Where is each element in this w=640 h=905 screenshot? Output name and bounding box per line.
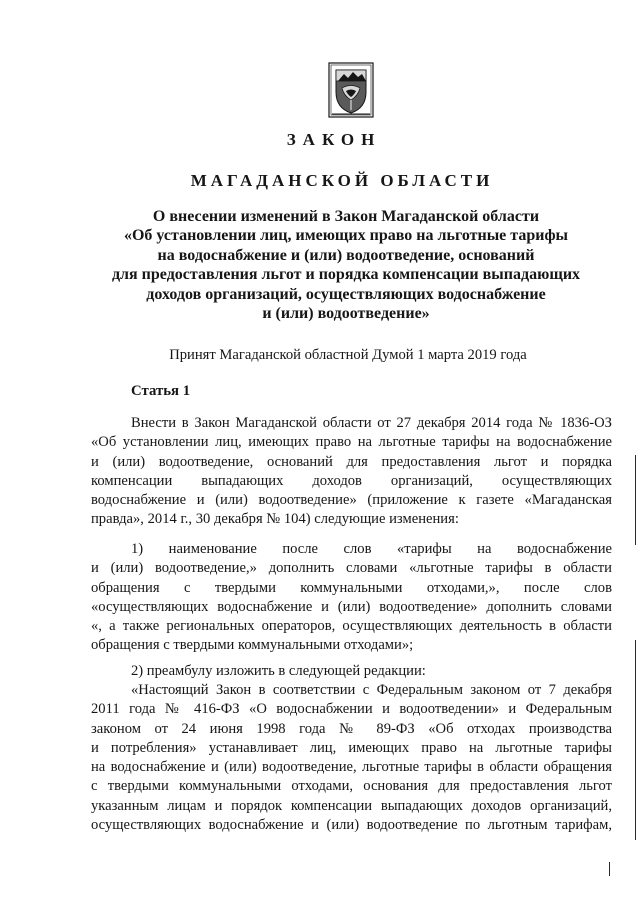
law-title-line: и (или) водоотведение» <box>262 305 430 323</box>
paragraph-line: на водоснабжение и (или) водоотведение, льготные тарифы в области обращения <box>91 759 612 776</box>
law-title-line: доходов организаций, осуществляющих водоснабжение <box>146 285 546 303</box>
law-title-line: на водоснабжение и (или) водоотведение, оснований <box>157 246 535 264</box>
paragraph-line: компенсации выпадающих доходов организаций, осуществляющих <box>91 472 612 489</box>
document-type-heading: ЗАКОН <box>286 130 382 149</box>
region-heading: МАГАДАНСКОЙ ОБЛАСТИ <box>190 171 494 190</box>
law-title-line: «Об установлении лиц, имеющих право на льготные тарифы <box>123 227 569 245</box>
paragraph-line: с твердыми коммунальными отходами, основания для предоставления льгот <box>91 778 612 795</box>
item-2-paragraph <box>91 681 612 835</box>
paragraph-line: «осуществляющих водоснабжение и (или) водоотведение» дополнить словами <box>91 598 612 615</box>
adoption-date-line: Принят Магаданской областной Думой 1 марта 2019 года <box>169 347 527 363</box>
item-2-heading <box>91 662 612 681</box>
paragraph-line: «Настоящий Закон в соответствии с Федеральным законом от 7 декабря <box>131 682 612 698</box>
paragraph-line: 1) наименование после слов «тарифы на водоснабжение <box>131 541 612 557</box>
law-title <box>96 207 596 323</box>
paragraph-line: «Об установлении лиц, имеющих право на льготные тарифы на водоснабжение <box>91 434 612 451</box>
paragraph-line: водоснабжение и (или) водоотведение» (приложение к газете «Магаданская <box>91 492 612 509</box>
item-1-paragraph <box>91 540 612 656</box>
paragraph-line: указанным лицам и порядок компенсации выпадающих доходов организаций, <box>91 797 612 814</box>
law-title-line: О внесении изменений в Закон Магаданской области <box>152 208 540 225</box>
paragraph-line: осуществляющих водоснабжение и (или) водоотведение по льготным тарифам, <box>91 817 612 834</box>
paragraph-line: и (или) водоотведение,» дополнить словами «льготные тарифы в области <box>91 560 612 577</box>
paragraph-line: 2) преамбулу изложить в следующей редакции: <box>131 663 426 679</box>
paragraph-line: правда», 2014 г., 30 декабря № 104) следующие изменения: <box>91 511 459 528</box>
intro-paragraph <box>91 414 612 530</box>
paragraph-line: обращения с твердыми коммунальными отходами,», после слов <box>91 579 612 596</box>
paragraph-line: Внести в Закон Магаданской области от 27 декабря 2014 года № 1836-ОЗ <box>131 415 612 431</box>
scan-edge-mark <box>635 640 636 840</box>
paragraph-line: 2011 года № 416-ФЗ «О водоснабжении и водоотведении» и Федеральным <box>91 701 612 718</box>
scan-edge-mark <box>635 455 636 545</box>
article-heading: Статья 1 <box>131 383 191 399</box>
paragraph-line: обращения с твердыми коммунальными отходами»; <box>91 637 414 654</box>
law-title-line: для предоставления льгот и порядка компенсации выпадающих <box>111 266 581 284</box>
paragraph-line: и потребления» устанавливает лиц, имеющих право на льготные тарифы <box>91 739 612 756</box>
paragraph-line: «, а также региональных операторов, осуществляющих деятельность в области <box>91 618 612 635</box>
paragraph-line: и (или) водоотведение, оснований для предоставления льгот и порядка <box>91 453 612 470</box>
paragraph-line: законом от 24 июня 1998 года № 89-ФЗ «Об отходах производства <box>91 720 612 737</box>
coat-of-arms-icon <box>328 62 374 118</box>
scan-edge-mark <box>609 862 610 876</box>
